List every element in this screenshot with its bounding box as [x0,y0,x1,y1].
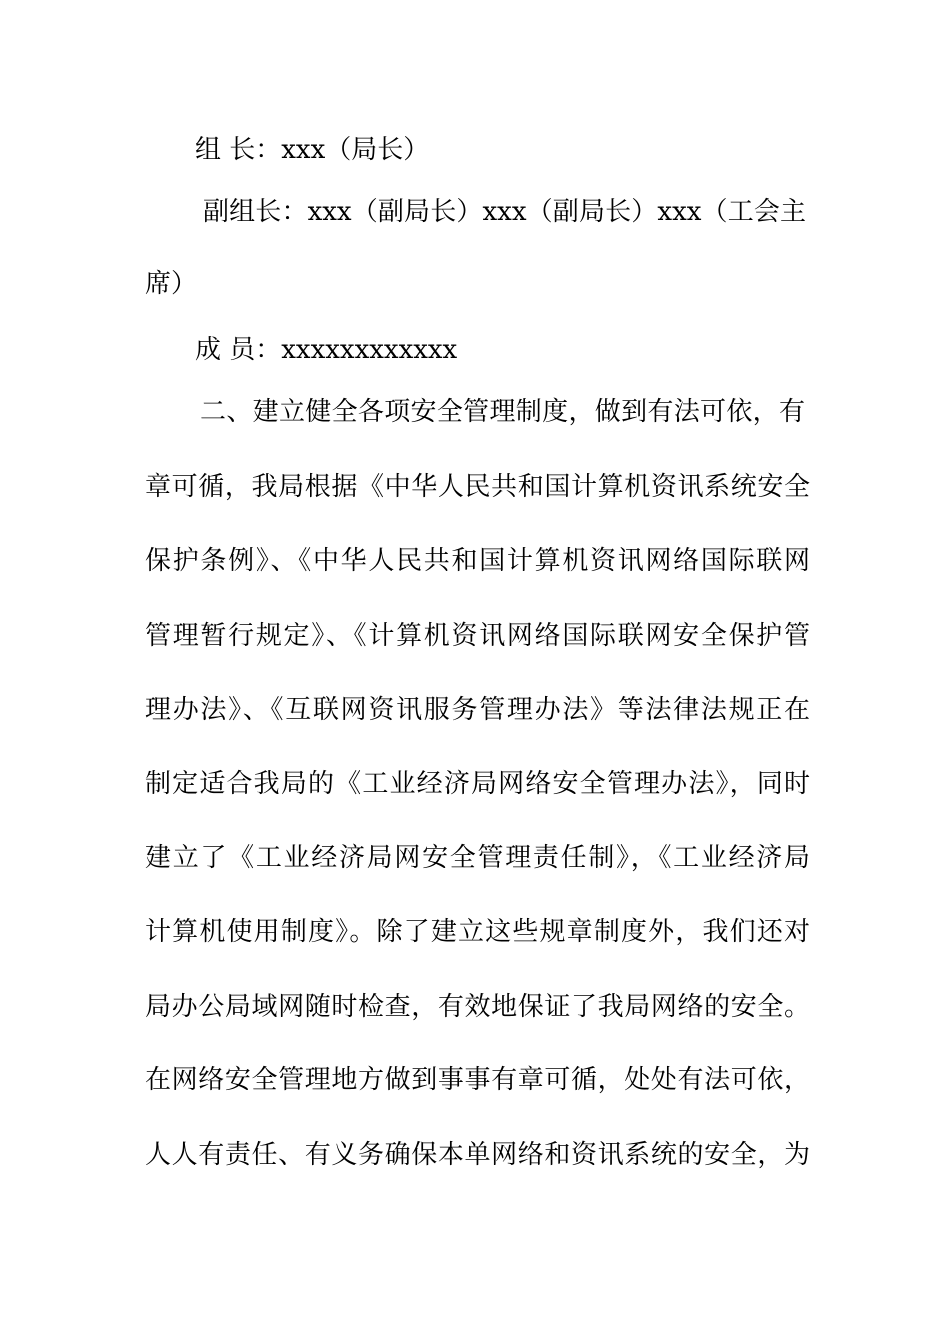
paragraph-line-10: 在网络安全管理地方做到事事有章可循，处处有法可依， [145,1065,810,1095]
paragraph-line-4: 管理暂行规定》、《计算机资讯网络国际联网安全保护管 [145,621,810,651]
paragraph-line-8: 计算机使用制度》。除了建立这些规章制度外，我们还对 [145,917,810,947]
paragraph-line-7: 建立了《工业经济局网安全管理责任制》，《工业经济局 [145,843,810,873]
paragraph-line-9: 局办公局域网随时检查，有效地保证了我局网络的安全。 [145,992,810,1022]
paragraph-line-1: 二、建立健全各项安全管理制度，做到有法可依，有 [200,397,805,427]
paragraph-line-2: 章可循，我局根据《中华人民共和国计算机资讯系统安全 [145,472,810,502]
paragraph-line-5: 理办法》、《互联网资讯服务管理办法》等法律法规正在 [145,695,810,725]
deputy-leader-line-continued: 席） [145,269,198,299]
paragraph-line-6: 制定适合我局的《工业经济局网络安全管理办法》，同时 [145,769,810,799]
deputy-leader-line: 副组长：xxx（副局长）xxx（副局长）xxx（工会主 [203,197,806,227]
paragraph-line-11: 人人有责任、有义务确保本单网络和资讯系统的安全，为 [145,1140,810,1170]
leader-line: 组 长：xxx（局长） [195,135,430,165]
paragraph-line-3: 保护条例》、《中华人民共和国计算机资讯网络国际联网 [145,546,810,576]
members-line: 成 员：xxxxxxxxxxxx [195,335,458,365]
